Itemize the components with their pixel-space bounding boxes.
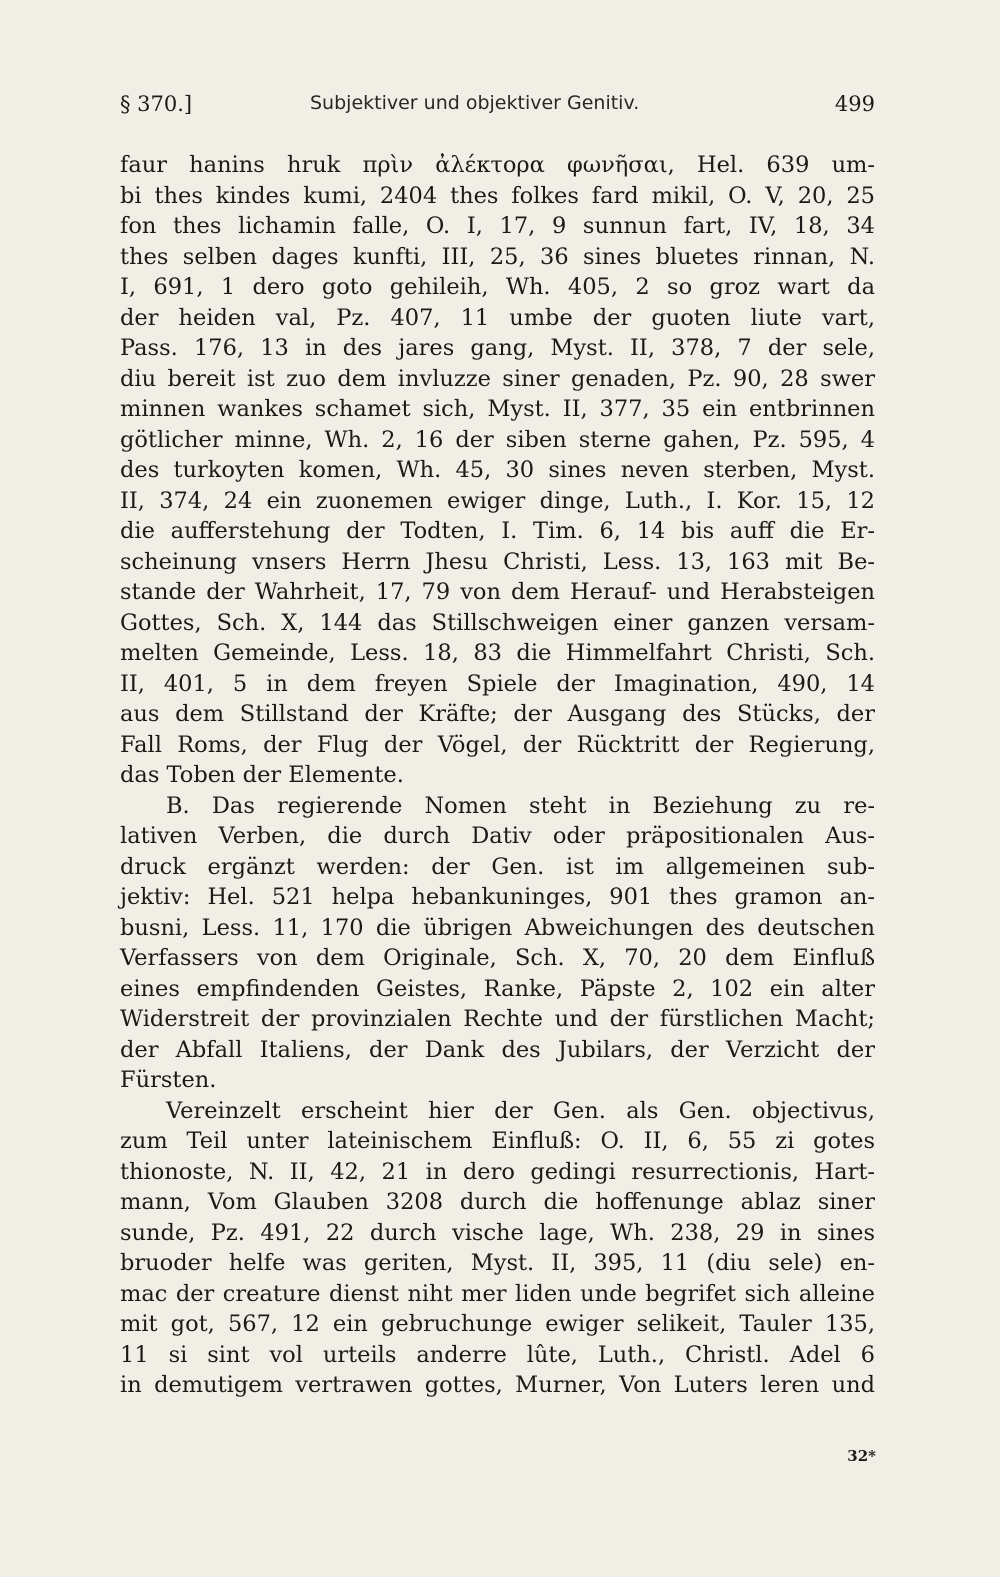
text-line: thionoste, N. II, 42, 21 in dero gedingi resurrectionis, Hart- bbox=[120, 1158, 875, 1185]
text-line: in demutigem vertrawen gottes, Murner, Von Luters leren und bbox=[120, 1372, 875, 1398]
text-line: mac der creature dienst niht mer liden unde begrifet sich alleine bbox=[120, 1280, 875, 1307]
text-line: Widerstreit der provinzialen Rechte und der fürstlichen Macht; bbox=[120, 1006, 875, 1032]
text-line: lativen Verben, die durch Dativ oder präpositionalen Aus- bbox=[120, 823, 875, 849]
text-line: druck ergänzt werden: der Gen. ist im allgemeinen sub- bbox=[120, 853, 875, 880]
text-line: I, 691, 1 dero goto gehileih, Wh. 405, 2 so groz wart da bbox=[120, 274, 875, 300]
text-line: der heiden val, Pz. 407, 11 umbe der guoten liute vart, bbox=[120, 304, 875, 331]
text-line: eines empfindenden Geistes, Ranke, Päpste 2, 102 ein alter bbox=[120, 975, 875, 1002]
text-line: Fürsten. bbox=[120, 1067, 217, 1093]
text-line: Vereinzelt erscheint hier der Gen. als Gen. objectivus, bbox=[166, 1097, 875, 1124]
text-line: des turkoyten komen, Wh. 45, 30 sines neven sterben, Myst. bbox=[120, 457, 875, 483]
text-line: bi thes kindes kumi, 2404 thes folkes fard mikil, O. V, 20, 25 bbox=[120, 182, 875, 209]
section-number: § 370.] bbox=[120, 92, 193, 116]
text-line: thes selben dages kunfti, III, 25, 36 sines bluetes rinnan, N. bbox=[120, 243, 875, 270]
text-line: zum Teil unter lateinischem Einfluß: O. II, 6, 55 zi gotes bbox=[120, 1128, 875, 1154]
running-header bbox=[120, 92, 875, 126]
text-line: scheinung vnsers Herrn Jhesu Christi, Less. 13, 163 mit Be- bbox=[120, 548, 875, 575]
text-line: II, 401, 5 in dem freyen Spiele der Imagination, 490, 14 bbox=[120, 670, 875, 697]
text-line: aus dem Stillstand der Kräfte; der Ausgang des Stücks, der bbox=[120, 701, 875, 727]
text-line: sunde, Pz. 491, 22 durch vische lage, Wh. 238, 29 in sines bbox=[120, 1219, 875, 1246]
signature-mark: 32* bbox=[847, 1447, 876, 1465]
text-line: Pass. 176, 13 in des jares gang, Myst. II, 378, 7 der sele, bbox=[120, 335, 875, 361]
text-line: Verfassers von dem Originale, Sch. X, 70, 20 dem Einfluß bbox=[120, 945, 875, 971]
text-line: mann, Vom Glauben 3208 durch die hoffenunge ablaz siner bbox=[120, 1189, 875, 1215]
page-number: 499 bbox=[834, 92, 875, 116]
text-line: götlicher minne, Wh. 2, 16 der siben sterne gahen, Pz. 595, 4 bbox=[120, 426, 875, 453]
text-line: jektiv: Hel. 521 helpa hebankuninges, 901 thes gramon an- bbox=[120, 884, 875, 910]
text-line: II, 374, 24 ein zuonemen ewiger dinge, Luth., I. Kor. 15, 12 bbox=[120, 487, 875, 514]
text-line: B. Das regierende Nomen steht in Beziehung zu re- bbox=[166, 792, 875, 819]
text-line: Gottes, Sch. X, 144 das Stillschweigen einer ganzen versam- bbox=[120, 609, 875, 636]
text-line: bruoder helfe was geriten, Myst. II, 395, 11 (diu sele) en- bbox=[120, 1250, 875, 1276]
running-title: Subjektiver und objektiver Genitiv. bbox=[310, 92, 640, 114]
text-line: 11 si sint vol urteils anderre lûte, Luth., Christl. Adel 6 bbox=[120, 1341, 875, 1368]
text-line: Fall Roms, der Flug der Vögel, der Rücktritt der Regierung, bbox=[120, 731, 875, 758]
text-line: diu bereit ist zuo dem invluzze siner genaden, Pz. 90, 28 swer bbox=[120, 365, 875, 392]
text-line: stande der Wahrheit, 17, 79 von dem Herauf- und Herabsteigen bbox=[120, 579, 875, 605]
text-line: fon thes lichamin falle, O. I, 17, 9 sunnun fart, IV, 18, 34 bbox=[120, 213, 875, 239]
text-line: busni, Less. 11, 170 die übrigen Abweichungen des deutschen bbox=[120, 914, 875, 941]
text-line: der Abfall Italiens, der Dank des Jubilars, der Verzicht der bbox=[120, 1036, 875, 1063]
text-line: melten Gemeinde, Less. 18, 83 die Himmelfahrt Christi, Sch. bbox=[120, 640, 875, 666]
text-line: faur hanins hruk πρὶν ἀλέκτορα φωνῆσαι, Hel. 639 um- bbox=[120, 152, 875, 178]
text-line: mit got, 567, 12 ein gebruchunge ewiger selikeit, Tauler 135, bbox=[120, 1311, 875, 1337]
text-line: die aufferstehung der Todten, I. Tim. 6, 14 bis auff die Er- bbox=[120, 518, 875, 544]
text-line: minnen wankes schamet sich, Myst. II, 377, 35 ein entbrinnen bbox=[120, 396, 875, 422]
text-line: das Toben der Elemente. bbox=[120, 762, 404, 788]
body-text bbox=[120, 150, 875, 1401]
